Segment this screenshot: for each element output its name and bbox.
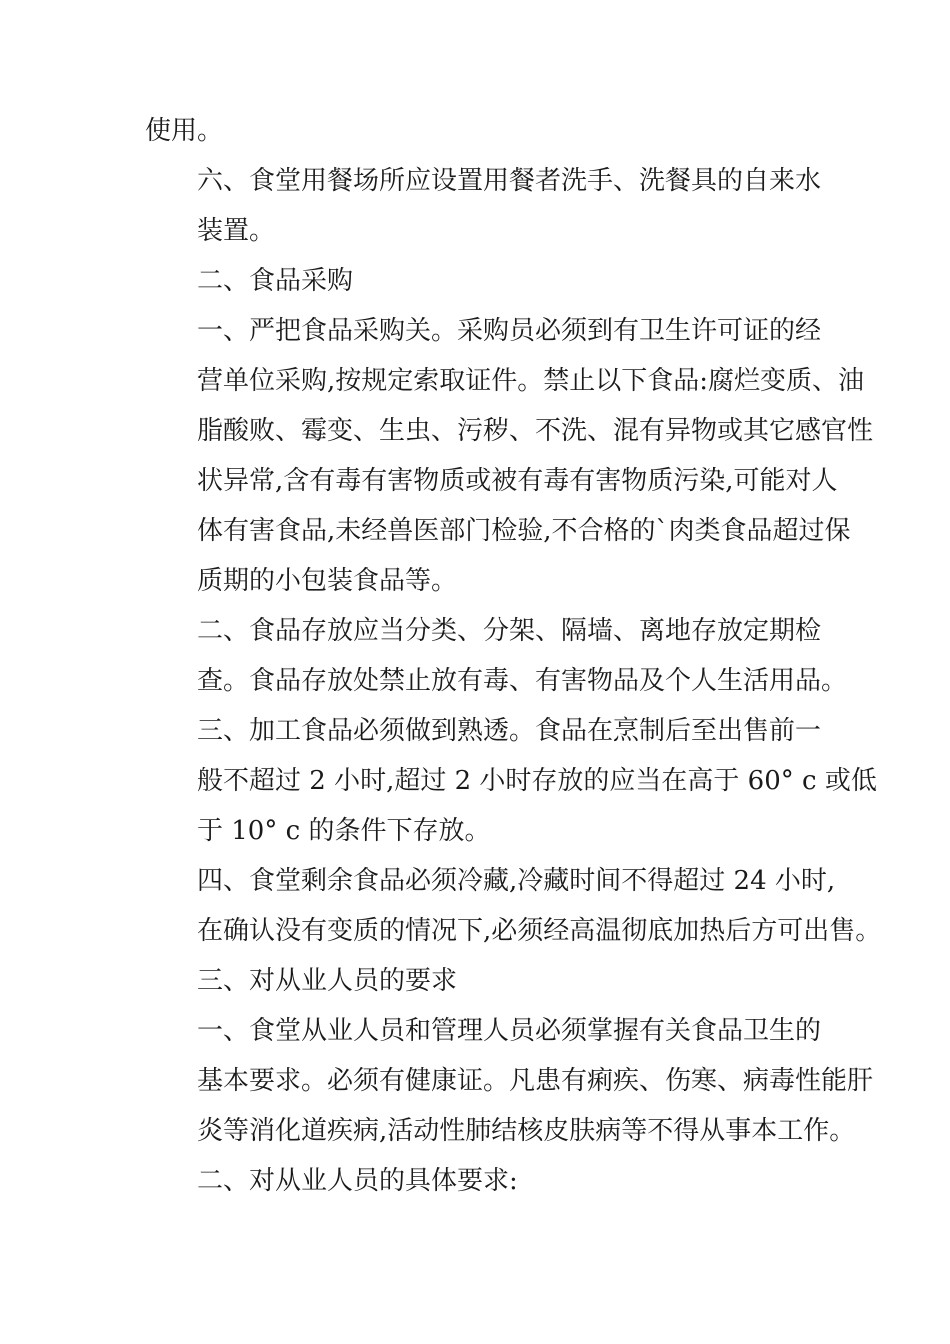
paragraph [145,156,822,256]
text-line: 三、加工食品必须做到熟透。食品在烹制后至出售前一 [197,716,822,746]
text-line: 炎等消化道疾病,活动性肺结核皮肤病等不得从事本工作。 [197,1116,856,1146]
text-line: 使用。 [145,116,224,146]
text-line: 三、对从业人员的要求 [197,966,458,996]
text-line: 基本要求。必须有健康证。凡患有痢疾、伤寒、病毒性能肝 [197,1066,874,1096]
text-line: 二、对从业人员的具体要求: [197,1166,518,1196]
paragraph [145,706,877,856]
text-line: 在确认没有变质的情况下,必须经高温彻底加热后方可出售。 [197,916,882,946]
text-line: 一、食堂从业人员和管理人员必须掌握有关食品卫生的 [197,1016,822,1046]
text-line: 装置。 [197,216,276,246]
text-line: 般不超过 2 小时,超过 2 小时存放的应当在高于 60° c 或低 [197,766,877,796]
text-line: 二、食品采购 [197,266,354,296]
paragraph [145,606,848,706]
document-body [145,106,882,1206]
text-line: 六、食堂用餐场所应设置用餐者洗手、洗餐具的自来水 [197,166,822,196]
paragraph [145,956,810,1006]
paragraph [145,256,810,306]
text-line: 体有害食品,未经兽医部门检验,不合格的`肉类食品超过保 [197,516,851,546]
paragraph [145,1006,874,1156]
text-line: 一、严把食品采购关。采购员必须到有卫生许可证的经 [197,316,822,346]
text-line: 状异常,含有毒有害物质或被有毒有害物质污染,可能对人 [197,466,838,496]
text-line: 脂酸败、霉变、生虫、污秽、不洗、混有异物或其它感官性 [197,416,874,446]
text-line: 质期的小包装食品等。 [197,566,458,596]
text-line: 于 10° c 的条件下存放。 [197,816,491,846]
paragraph [145,856,882,956]
paragraph [145,306,874,606]
text-line: 二、食品存放应当分类、分架、隔墙、离地存放定期检 [197,616,822,646]
text-line: 营单位采购,按规定索取证件。禁止以下食品:腐烂变质、油 [197,366,865,396]
paragraph [145,1156,810,1206]
paragraph [145,106,810,156]
text-line: 查。食品存放处禁止放有毒、有害物品及个人生活用品。 [197,666,848,696]
text-line: 四、食堂剩余食品必须冷藏,冷藏时间不得超过 24 小时, [197,866,836,896]
